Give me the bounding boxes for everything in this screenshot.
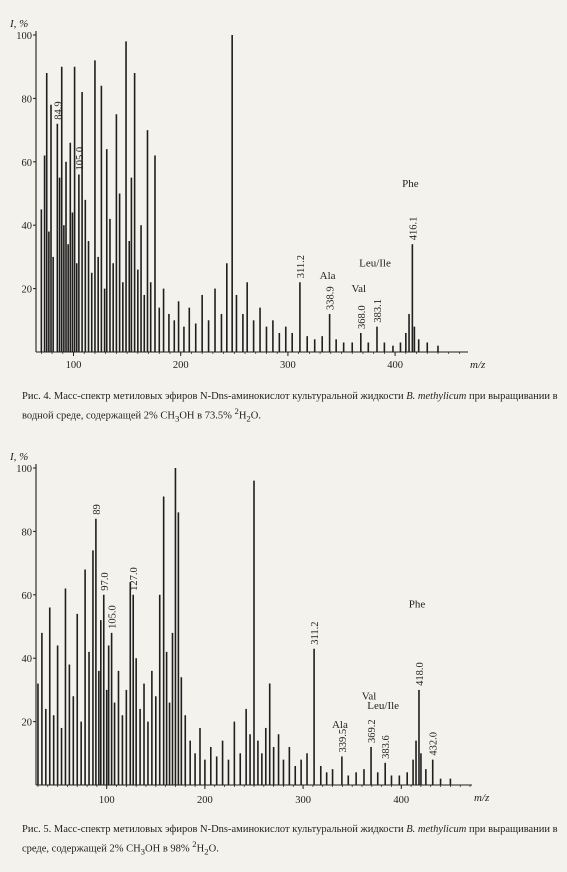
caption-text: при выращивании в среде, содержащей 2% CH bbox=[22, 824, 558, 855]
peak-mz-label: 105.0 bbox=[107, 605, 119, 629]
amino-acid-annotation: Val bbox=[351, 282, 367, 295]
figure-caption-1 bbox=[22, 389, 562, 427]
x-tick-label: 400 bbox=[387, 360, 403, 371]
y-tick-label: 20 bbox=[21, 717, 32, 729]
caption-text: Масс-спектр метиловых эфиров N-Dns-аминокислот культуральной жидкости bbox=[51, 824, 407, 835]
y-tick-label: 60 bbox=[21, 590, 32, 602]
x-tick-label: 300 bbox=[295, 795, 311, 806]
peak-mz-label: 418.0 bbox=[414, 662, 426, 686]
caption-text: Масс-спектр метиловых эфиров N-Dns-аминокислот культуральной жидкости bbox=[51, 391, 407, 402]
y-tick-label: 40 bbox=[21, 221, 32, 233]
x-axis-label: m/z bbox=[470, 359, 486, 371]
x-tick-label: 100 bbox=[98, 795, 115, 806]
peak-mz-label: 89 bbox=[91, 504, 103, 515]
y-tick-label: 20 bbox=[21, 284, 32, 296]
caption-species: B. methylicum bbox=[406, 391, 467, 402]
caption-text: H bbox=[196, 843, 205, 855]
caption-subscript: 2 bbox=[204, 846, 209, 857]
x-axis-label: m/z bbox=[474, 792, 490, 804]
peak-mz-label: 311.2 bbox=[295, 255, 307, 279]
caption-subscript: 2 bbox=[246, 413, 251, 424]
x-tick-label: 200 bbox=[197, 795, 213, 806]
amino-acid-annotation: Ala bbox=[319, 270, 336, 283]
caption-text: OH в 98% bbox=[145, 843, 193, 855]
peak-mz-label: 338.9 bbox=[325, 286, 337, 310]
amino-acid-annotation: Leu/Ile bbox=[367, 699, 400, 712]
x-tick-label: 100 bbox=[65, 360, 82, 371]
caption-text: O. bbox=[208, 843, 219, 855]
peak-mz-label: 84.9 bbox=[53, 101, 65, 120]
peak-mz-label: 97.0 bbox=[99, 572, 111, 591]
y-tick-label: 60 bbox=[21, 157, 32, 169]
y-tick-label: 80 bbox=[21, 94, 32, 106]
amino-acid-annotation: Ala bbox=[331, 718, 348, 731]
peak-mz-label: 311.2 bbox=[310, 621, 322, 645]
y-tick-label: 100 bbox=[16, 31, 32, 42]
peak-mz-label: 105.0 bbox=[74, 146, 86, 171]
peak-mz-label: 127.0 bbox=[129, 567, 141, 591]
x-tick-label: 300 bbox=[280, 360, 296, 371]
caption-subscript: 3 bbox=[140, 846, 146, 857]
amino-acid-annotation: Val bbox=[361, 690, 377, 703]
peak-mz-label: 368.0 bbox=[356, 305, 368, 329]
x-tick-label: 400 bbox=[393, 795, 410, 806]
caption-text: OH в 73.5% bbox=[179, 410, 235, 422]
y-axis-label: I, % bbox=[10, 451, 29, 463]
y-tick-label: 80 bbox=[21, 527, 32, 539]
caption-subscript: 3 bbox=[174, 413, 180, 424]
peak-mz-label: 369.2 bbox=[367, 719, 379, 743]
caption-text: O. bbox=[250, 410, 262, 422]
y-tick-label: 40 bbox=[21, 654, 32, 666]
y-axis-label: I, % bbox=[10, 18, 29, 30]
caption-lead: Рис. 4. bbox=[22, 391, 52, 402]
peak-mz-label: 432.0 bbox=[428, 732, 440, 756]
peak-mz-label: 339.5 bbox=[337, 728, 349, 753]
caption-species: B. methylicum bbox=[406, 824, 467, 835]
caption-superscript: 2 bbox=[192, 839, 197, 849]
caption-text: при выращивании в водной среде, содержащей 2% CH bbox=[22, 391, 558, 422]
caption-text: H bbox=[238, 410, 247, 422]
peak-mz-label: 383.1 bbox=[372, 299, 384, 323]
figure-caption-2 bbox=[22, 822, 562, 860]
amino-acid-annotation: Phe bbox=[402, 178, 419, 191]
caption-superscript: 2 bbox=[234, 406, 239, 416]
caption-lead: Рис. 5. bbox=[22, 824, 52, 835]
x-tick-label: 200 bbox=[172, 360, 189, 371]
amino-acid-annotation: Leu/Ile bbox=[359, 257, 391, 270]
peak-mz-label: 416.1 bbox=[408, 216, 420, 241]
amino-acid-annotation: Phe bbox=[408, 598, 426, 611]
peak-mz-label: 383.6 bbox=[381, 735, 393, 759]
y-tick-label: 100 bbox=[16, 464, 32, 475]
